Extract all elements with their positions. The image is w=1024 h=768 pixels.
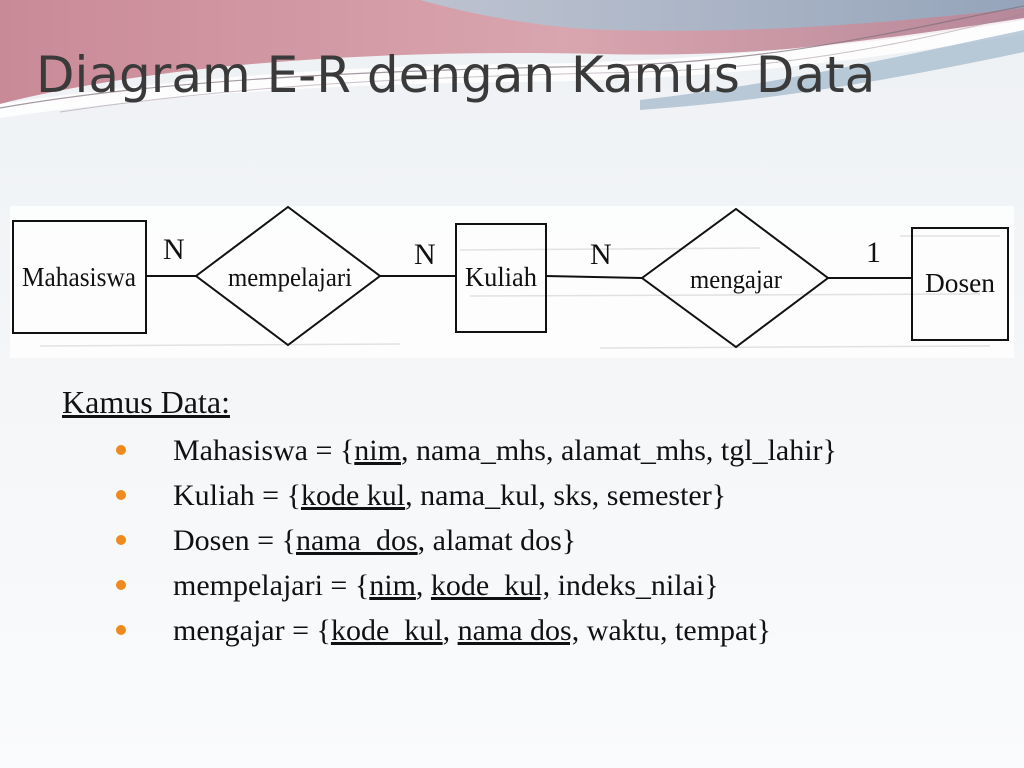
entry-text: Mahasiswa = { — [173, 434, 355, 467]
primary-key: nama_dos — [295, 524, 418, 557]
list-item-mahasiswa — [62, 428, 1012, 473]
entity-dosen-label: Dosen — [925, 268, 996, 298]
relationship-mempelajari-label: mempelajari — [228, 263, 352, 292]
relationship-mengajar-label: mengajar — [690, 265, 783, 294]
primary-key: nama dos, — [457, 614, 580, 647]
entity-mahasiswa-label: Mahasiswa — [22, 262, 137, 292]
cardinality-kuliah-mengajar: N — [590, 238, 612, 271]
entry-text: waktu, tempat} — [579, 614, 772, 647]
bullet-icon — [116, 490, 126, 500]
kamus-data-section — [62, 382, 1012, 653]
cardinality-mempelajari-kuliah: N — [414, 238, 436, 271]
bullet-icon — [116, 580, 126, 590]
cardinality-mahasiswa-mempelajari: N — [163, 233, 185, 266]
primary-key: kode_kul, — [430, 569, 551, 602]
kamus-data-list — [62, 428, 1012, 653]
entity-kuliah-label: Kuliah — [465, 262, 538, 292]
entry-text: , nama_mhs, alamat_mhs, tgl_lahir} — [400, 434, 837, 467]
cardinality-mengajar-dosen: 1 — [866, 236, 881, 269]
bullet-icon — [116, 535, 126, 545]
kamus-data-heading: Kamus Data: — [62, 384, 230, 420]
entry-text: Dosen = { — [173, 524, 296, 557]
list-item-dosen — [62, 518, 1012, 563]
bullet-icon — [116, 625, 126, 635]
list-item-kuliah — [62, 473, 1012, 518]
entry-text: mengajar = { — [173, 614, 331, 647]
primary-key: nim — [369, 569, 416, 602]
slide-title: Diagram E-R dengan Kamus Data — [36, 46, 876, 104]
entry-text: , alamat dos} — [417, 524, 577, 557]
entry-text: indeks_nilai} — [550, 569, 719, 602]
entry-text: mempelajari = { — [173, 569, 370, 602]
primary-key: kode_kul — [330, 614, 443, 647]
entry-text: , — [442, 614, 458, 647]
entry-text: , — [415, 569, 431, 602]
entry-text: Kuliah = { — [173, 479, 301, 512]
er-diagram — [0, 196, 1024, 364]
bullet-icon — [116, 445, 126, 455]
list-item-mempelajari — [62, 563, 1012, 608]
entry-text: , nama_kul, sks, semester} — [405, 479, 727, 512]
primary-key: kode kul — [300, 479, 406, 512]
primary-key: nim — [354, 434, 401, 467]
list-item-mengajar — [62, 608, 1012, 653]
